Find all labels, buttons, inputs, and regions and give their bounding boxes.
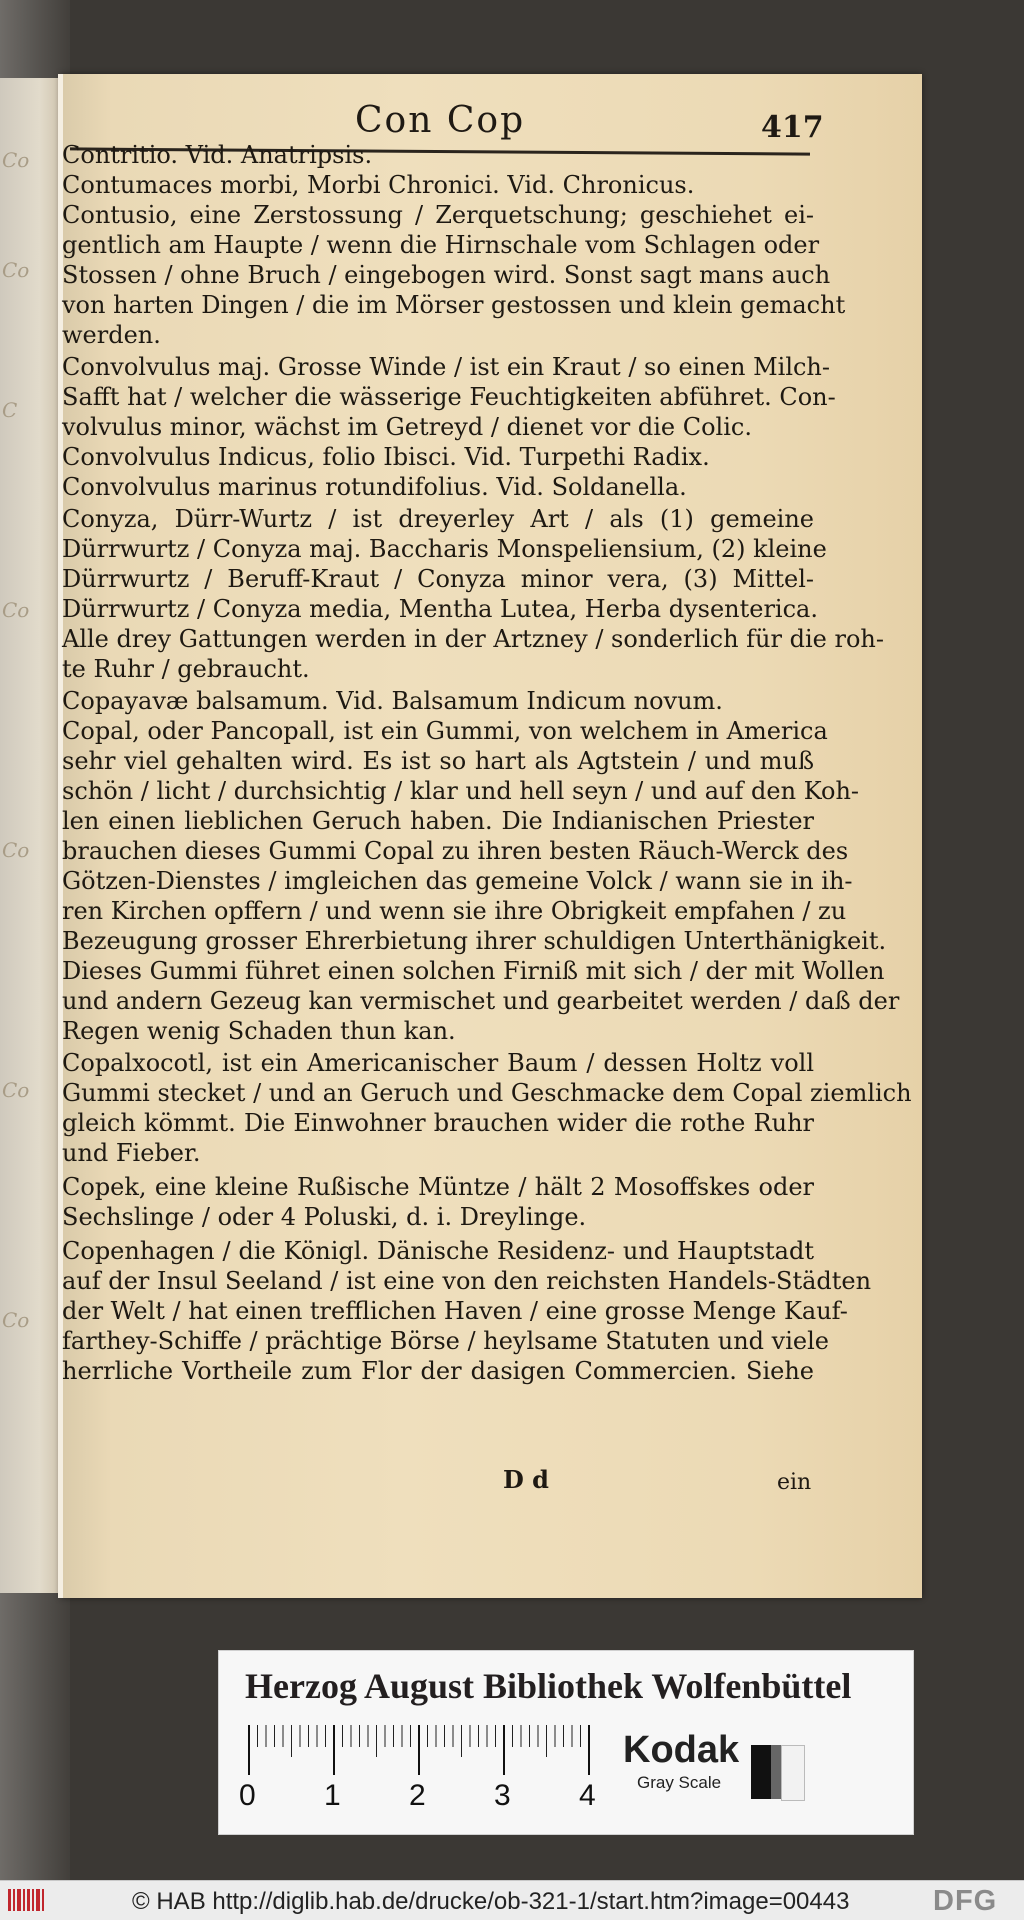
ruler-number: 3 <box>494 1779 511 1812</box>
text-line: Convolvulus marinus rotundifolius. Vid. Soldanella. <box>62 473 687 501</box>
text-line: von harten Dingen / die im Mörser gestossen und klein gemacht <box>62 291 846 319</box>
text-line: Alle drey Gattungen werden in der Artzney / sonderlich für die roh- <box>62 625 884 653</box>
text-line: Copayavæ balsamum. Vid. Balsamum Indicum novum. <box>62 687 723 715</box>
text-line: Götzen-Dienstes / imgleichen das gemeine Volck / wann sie in ih- <box>62 867 853 895</box>
text-line: Contritio. Vid. Anatripsis. <box>62 141 373 169</box>
ruler-number: 0 <box>239 1779 256 1812</box>
text-line: Sechslinge / oder 4 Poluski, d. i. Dreylinge. <box>62 1203 587 1231</box>
library-name: Herzog August Bibliothek Wolfenbüttel <box>245 1666 852 1706</box>
color-target-card <box>218 1650 914 1835</box>
text-line: gentlich am Haupte / wenn die Hirnschale vom Schlagen oder <box>62 231 820 259</box>
previous-page-edge: Co Co C Co Co Co Co <box>0 78 66 1593</box>
gray-scale-label: Gray Scale <box>637 1773 722 1792</box>
text-line: auf der Insul Seeland / ist eine von den reichsten Handels-Städten <box>62 1267 872 1295</box>
text-line: brauchen dieses Gummi Copal zu ihren besten Räuch-Werck des <box>62 837 849 865</box>
text-line: Dürrwurtz / Conyza media, Mentha Lutea, Herba dysenterica. <box>62 595 818 623</box>
text-line: Convolvulus Indicus, folio Ibisci. Vid. Turpethi Radix. <box>62 443 710 471</box>
text-line: und Fieber. <box>62 1139 201 1167</box>
text-line: herrliche Vortheile zum Flor der dasigen Commercien. Siehe <box>62 1357 814 1385</box>
text-line: Convolvulus maj. Grosse Winde / ist ein Kraut / so einen Milch- <box>62 353 830 381</box>
text-line: Gummi stecket / und an Geruch und Geschmacke dem Copal ziemlich <box>62 1079 912 1107</box>
text-line: gleich kömmt. Die Einwohner brauchen wider die rothe Ruhr <box>62 1109 814 1137</box>
page-number: 417 <box>761 110 824 145</box>
text-line: Conyza, Dürr-Wurtz / ist dreyerley Art / als (1) gemeine <box>62 505 814 533</box>
text-line: Copalxocotl, ist ein Americanischer Baum / dessen Holtz voll <box>62 1049 814 1077</box>
text-line: schön / licht / durchsichtig / klar und hell seyn / und auf den Koh- <box>62 777 860 805</box>
text-line: Copenhagen / die Königl. Dänische Residenz- und Hauptstadt <box>62 1237 814 1265</box>
text-line: Safft hat / welcher die wässerige Feuchtigkeiten abführet. Con- <box>62 383 836 411</box>
text-line: werden. <box>62 321 161 349</box>
hab-barcode-icon <box>8 1887 48 1913</box>
copyright-url: © HAB http://diglib.hab.de/drucke/ob-321-1/start.htm?image=00443 <box>132 1888 850 1915</box>
running-header: Con Cop <box>355 100 526 141</box>
text-line: Dürrwurtz / Beruff-Kraut / Conyza minor vera, (3) Mittel- <box>62 565 814 593</box>
ruler-number: 1 <box>324 1779 341 1812</box>
ruler-number: 4 <box>579 1779 596 1812</box>
text-line: Contusio, eine Zerstossung / Zerquetschung; geschiehet ei- <box>62 201 814 229</box>
signature-mark: D d <box>503 1465 549 1494</box>
dfg-logo: DFG <box>933 1885 998 1917</box>
text-line: len einen lieblichen Geruch haben. Die Indianischen Priester <box>62 807 814 835</box>
text-line: farthey-Schiffe / prächtige Börse / heylsame Statuten und viele <box>62 1327 829 1355</box>
ruler-number: 2 <box>409 1779 426 1812</box>
footer-bar <box>0 1880 1024 1920</box>
text-line: Bezeugung grosser Ehrerbietung ihrer schuldigen Unterthänigkeit. <box>62 927 887 955</box>
text-line: Dürrwurtz / Conyza maj. Baccharis Monspeliensium, (2) kleine <box>62 535 827 563</box>
text-line: Dieses Gummi führet einen solchen Firniß mit sich / der mit Wollen <box>62 957 885 985</box>
ruler-numbers <box>239 1779 619 1819</box>
text-line: Contumaces morbi, Morbi Chronici. Vid. Chronicus. <box>62 171 695 199</box>
text-line: te Ruhr / gebraucht. <box>62 655 310 683</box>
ruler-scale <box>249 1725 599 1785</box>
gray-patch-black <box>751 1745 771 1799</box>
gray-patch-mid <box>771 1745 781 1799</box>
text-line: und andern Gezeug kan vermischet und gearbeitet werden / daß der <box>62 987 900 1015</box>
catchword: ein <box>777 1470 812 1495</box>
text-line: Copal, oder Pancopall, ist ein Gummi, von welchem in America <box>62 717 828 745</box>
kodak-logo: Kodak <box>623 1729 740 1771</box>
text-line: Regen wenig Schaden thun kan. <box>62 1017 456 1045</box>
text-line: volvulus minor, wächst im Getreyd / dienet vor die Colic. <box>62 413 752 441</box>
text-line: sehr viel gehalten wird. Es ist so hart als Agtstein / und muß <box>62 747 814 775</box>
text-line: Stossen / ohne Bruch / eingebogen wird. Sonst sagt mans auch <box>62 261 831 289</box>
text-line: Copek, eine kleine Rußische Müntze / hält 2 Mosoffskes oder <box>62 1173 814 1201</box>
gray-patch-white <box>781 1745 805 1801</box>
text-line: der Welt / hat einen trefflichen Haven / eine grosse Menge Kauf- <box>62 1297 848 1325</box>
text-line: ren Kirchen opffern / und wenn sie ihre Obrigkeit empfahen / zu <box>62 897 847 925</box>
